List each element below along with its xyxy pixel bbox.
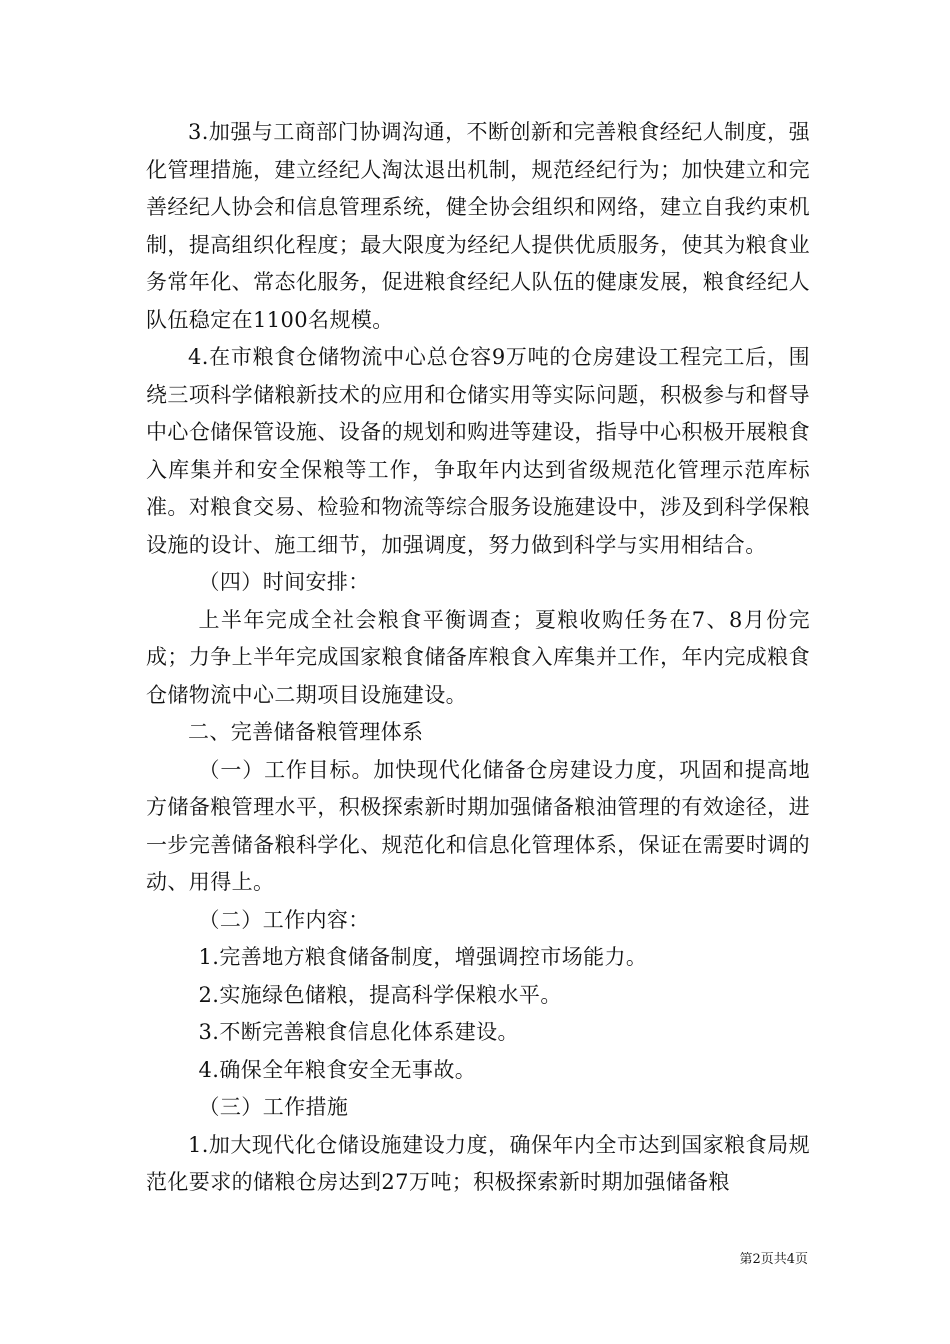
- paragraph-measure-1: 1.加大现代化仓储设施建设力度，确保年内全市达到国家粮食局规范化要求的储粮仓房达到27万吨；积极探索新时期加强储备粮: [146, 1132, 810, 1194]
- list-item-content-3: 3.不断完善粮食信息化体系建设。: [198, 1020, 519, 1044]
- list-item-content-4: 4.确保全年粮食安全无事故。: [198, 1057, 477, 1082]
- list-item-content-1: 1.完善地方粮食储备制度，增强调控市场能力。: [198, 945, 648, 969]
- heading-schedule: （四）时间安排：: [198, 570, 370, 594]
- page-number: 第2页共4页: [739, 1252, 808, 1267]
- list-item-content-2: 2.实施绿色储粮，提高科学保粮水平。: [198, 982, 562, 1007]
- heading-work-content: （二）工作内容：: [198, 907, 370, 932]
- paragraph-broker-system: 3.加强与工商部门协调沟通，不断创新和完善粮食经纪人制度，强化管理措施，建立经纪人淘汰退出机制，规范经纪行为；加快建立和完善经纪人协会和信息管理系统，健全协会组织和网络，建立自我约束机制，提高组织化程度；最大限度为经纪人提供优质服务，使其为粮食业务常年化、常态化服务，促进粮食经纪人队伍的健康发展，粮食经纪人队伍稳定在1100名规模。: [146, 120, 810, 332]
- paragraph-logistics-center: 4.在市粮食仓储物流中心总仓容9万吨的仓房建设工程完工后，围绕三项科学储粮新技术的应用和仓储实用等实际问题，积极参与和督导中心仓储保管设施、设备的规划和购进等建设，指导中心积极开展粮食入库集并和安全保粮等工作，争取年内达到省级规范化管理示范库标准。对粮食交易、检验和物流等综合服务设施建设中，涉及到科学保粮设施的设计、施工细节，加强调度，努力做到科学与实用相结合。: [146, 345, 810, 557]
- paragraph-work-goal: （一）工作目标。加快现代化储备仓房建设力度，巩固和提高地方储备粮管理水平，积极探索新时期加强储备粮油管理的有效途径，进一步完善储备粮科学化、规范化和信息化管理体系，保证在需要时调的动、用得上。: [146, 757, 810, 894]
- paragraph-schedule: 上半年完成全社会粮食平衡调查；夏粮收购任务在7、8月份完成；力争上半年完成国家粮食储备库粮食入库集并工作，年内完成粮食仓储物流中心二期项目设施建设。: [146, 607, 810, 707]
- heading-reserve-system: 二、完善储备粮管理体系: [188, 720, 424, 744]
- document-body: [146, 114, 810, 1202]
- heading-work-measures: （三）工作措施: [198, 1095, 349, 1119]
